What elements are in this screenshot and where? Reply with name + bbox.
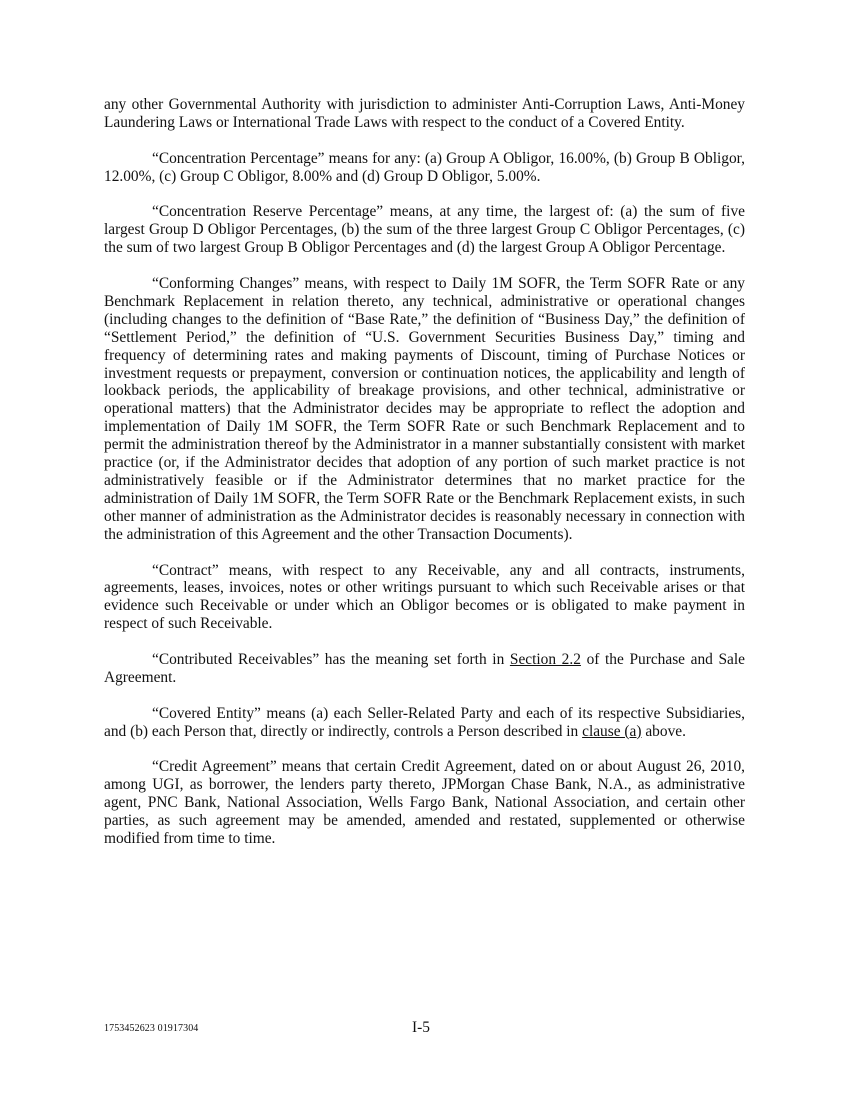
covered-entity-text-after: above.: [641, 722, 686, 740]
footer-document-id: 1753452623 01917304: [104, 1023, 199, 1034]
definition-contract: “Contract” means, with respect to any Receivable, any and all contracts, instruments, agreements, leases, invoices, notes or other writings pursuant to which such Receivable arises or that evidence such Receivable or under which an Obligor becomes or is obligated to make payment in respect of such Receivable.: [104, 561, 745, 633]
definition-concentration-percentage: “Concentration Percentage” means for any: (a) Group A Obligor, 16.00%, (b) Group B Obligor, 12.00%, (c) Group C Obligor, 8.00% and (d) Group D Obligor, 5.00%.: [104, 149, 745, 185]
definition-covered-entity: [104, 705, 745, 741]
definition-credit-agreement: “Credit Agreement” means that certain Credit Agreement, dated on or about August 26, 2010, among UGI, as borrower, the lenders party thereto, JPMorgan Chase Bank, N.A., as administrative agent, PNC Bank, National Association, Wells Fargo Bank, National Association, and certain other parties, as such agreement may be amended, amended and restated, supplemented or otherwise modified from time to time.: [104, 758, 745, 848]
clause-a-reference: clause (a): [582, 722, 642, 740]
paragraph-governmental-authority-continued: any other Governmental Authority with jurisdiction to administer Anti-Corruption Laws, Anti-Money Laundering Laws or International Trade Laws with respect to the conduct of a Covered Entity.: [104, 96, 745, 131]
document-body: [104, 96, 745, 866]
footer-page-number: I-5: [412, 1019, 430, 1036]
definition-concentration-reserve-percentage: “Concentration Reserve Percentage” means, at any time, the largest of: (a) the sum of five largest Group D Obligor Percentages, (b) the sum of the three largest Group C Obligor Percentages, (c) the sum of two largest Group B Obligor Percentages and (d) the largest Group A Obligor Percentage.: [104, 203, 745, 257]
definition-conforming-changes: “Conforming Changes” means, with respect to Daily 1M SOFR, the Term SOFR Rate or any Benchmark Replacement in relation thereto, any technical, administrative or operational changes (including changes to the definition of “Base Rate,” the definition of “Business Day,” the definition of “Settlement Period,” the definition of “U.S. Government Securities Business Day,” timing and frequency of determining rates and making payments of Discount, timing of Purchase Notices or investment requests or prepayment, conversion or continuation notices, the applicability and length of lookback periods, the applicability of breakage provisions, and other technical, administrative or operational matters) that the Administrator decides may be appropriate to reflect the adoption and implementation of Daily 1M SOFR, the Term SOFR Rate or such Benchmark Replacement and to permit the administration thereof by the Administrator in a manner substantially consistent with market practice (or, if the Administrator decides that adoption of any portion of such market practice is not administratively feasible or if the Administrator determines that no market practice for the administration of Daily 1M SOFR, the Term SOFR Rate or the Benchmark Replacement exists, in such other manner of administration as the Administrator decides is reasonably necessary in connection with the administration of this Agreement and the other Transaction Documents).: [104, 275, 745, 543]
covered-entity-text-before: “Covered Entity” means (a) each Seller-Related Party and each of its respective Subsidiaries, and (b) each Person that, directly or indirectly, controls a Person described in: [104, 704, 745, 740]
contributed-receivables-text-after: of the Purchase and Sale Agreement.: [104, 651, 745, 686]
section-2-2-reference: Section 2.2: [509, 651, 581, 669]
contributed-receivables-text-before: “Contributed Receivables” has the meaning set forth in: [152, 651, 510, 669]
definition-contributed-receivables: [104, 651, 745, 687]
